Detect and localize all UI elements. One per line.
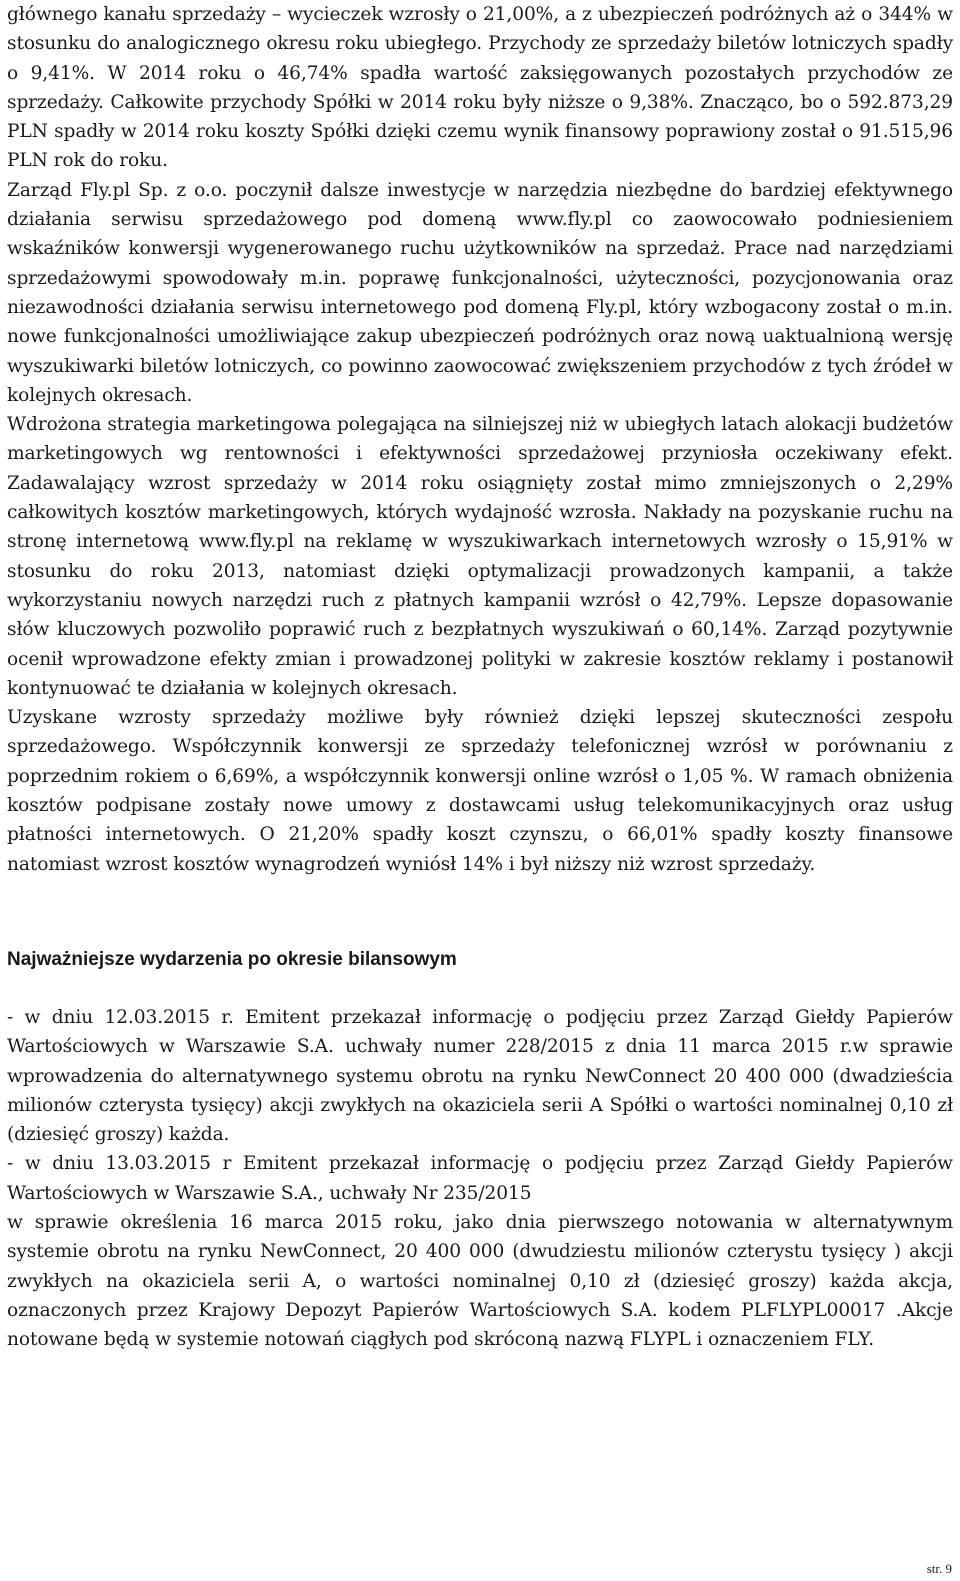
page-number: str. 9 [926, 1561, 952, 1576]
paragraph-marketing-strategy: Wdrożona strategia marketingowa polegająca na silniejszej niż w ubiegłych latach alokacji budżetów marketingowych wg rentowności i efektywności sprzedażowej przyniosła oczekiwany efekt. Zadawalający wzrost sprzedaży w 2014 roku osiągnięty został mimo zmniejszonych o 2,29% całkowitych kosztów marketingowych, których wydajność wzrosła. Nakłady na pozyskanie ruchu na stronę internetową www.fly.pl na reklamę w wyszukiwarkach internetowych wzrosły o 15,91% w stosunku do roku 2013, natomiast dzięki optymalizacji prowadzonych kampanii, a także wykorzystaniu nowych narzędzi ruch z płatnych kampanii wzrósł o 42,79%. Lepsze dopasowanie słów kluczowych pozwoliło poprawić ruch z bezpłatnych wyszukiwań o 60,14%. Zarząd pozytywnie ocenił wprowadzone efekty zmian i prowadzonej polityki w zakresie kosztów reklamy i postanowił kontynuować te działania w kolejnych okresach. [7, 414, 953, 699]
paragraph-sales-results: głównego kanału sprzedaży – wycieczek wzrosły o 21,00%, a z ubezpieczeń podróżnych aż o 344% w stosunku do analogicznego okresu roku ubiegłego. Przychody ze sprzedaży biletów lotniczych spadły o 9,41%. W 2014 roku o 46,74% spadła wartość zaksięgowanych pozostałych przychodów ze sprzedaży. Całkowite przychody Spółki w 2014 roku były niższe o 9,38%. Znacząco, bo o 592.873,29 PLN spadły w 2014 roku koszty Spółki dzięki czemu wynik finansowy poprawiony został o 91.515,96 PLN rok do roku. [7, 4, 953, 172]
section-heading: Najważniejsze wydarzenia po okresie bilansowym [7, 948, 457, 970]
event-item-2-continuation: w sprawie określenia 16 marca 2015 roku, jako dnia pierwszego notowania w alternatywnym systemie obrotu na rynku NewConnect, 20 400 000 (dwudziestu milionów czterystu tysięcy ) akcji zwykłych na okaziciela serii A, o wartości nominalnej 0,10 zł (dziesięć groszy) każda akcja, oznaczonych przez Krajowy Depozyt Papierów Wartościowych S.A. kodem PLFLYPL00017 .Akcje notowane będą w systemie notowań ciągłych pod skróconą nazwą FLYPL i oznaczeniem FLY. [7, 1211, 953, 1351]
section-spacer [7, 879, 953, 945]
event-item-1: - w dniu 12.03.2015 r. Emitent przekazał informację o podjęciu przez Zarząd Giełdy Papierów Wartościowych w Warszawie S.A. uchwały numer 228/2015 z dnia 11 marca 2015 r.w sprawie wprowadzenia do alternatywnego systemu obrotu na rynku NewConnect 20 400 000 (dwadzieścia milionów czterysta tysięcy) akcji zwykłych na okaziciela serii A Spółki o wartości nominalnej 0,10 zł (dziesięć groszy) każda. [7, 1006, 953, 1146]
document-page [7, 0, 953, 1354]
paragraph-investments: Zarząd Fly.pl Sp. z o.o. poczynił dalsze inwestycje w narzędzia niezbędne do bardziej efektywnego działania serwisu sprzedażowego pod domeną www.fly.pl co zaowocowało podniesieniem wskaźników konwersji wygenerowanego ruchu użytkowników na sprzedaż. Prace nad narzędziami sprzedażowymi spowodowały m.in. poprawę funkcjonalności, użyteczności, pozycjonowania oraz niezawodności działania serwisu internetowego pod domeną Fly.pl, który wzbogacony został o m.in. nowe funkcjonalności umożliwiające zakup ubezpieczeń podróżnych oraz nową uaktualnioną wersję wyszukiwarki biletów lotniczych, co powinno zaowocować zwiększeniem przychodów z tych źródeł w kolejnych okresach. [7, 179, 953, 406]
heading-spacer [7, 974, 953, 1003]
paragraph-sales-team: Uzyskane wzrosty sprzedaży możliwe były również dzięki lepszej skuteczności zespołu sprzedażowego. Współczynnik konwersji ze sprzedaży telefonicznej wzrósł w porównaniu z poprzednim rokiem o 6,69%, a współczynnik konwersji online wzrósł o 1,05 %. W ramach obniżenia kosztów podpisane zostały nowe umowy z dostawcami usług telekomunikacyjnych oraz usług płatności internetowych. O 21,20% spadły koszt czynszu, o 66,01% spadły koszty finansowe natomiast wzrost kosztów wynagrodzeń wyniósł 14% i był niższy niż wzrost sprzedaży. [7, 707, 953, 875]
event-item-2: - w dniu 13.03.2015 r Emitent przekazał informację o podjęciu przez Zarząd Giełdy Papierów Wartościowych w Warszawie S.A., uchwały Nr 235/2015 [7, 1153, 953, 1204]
